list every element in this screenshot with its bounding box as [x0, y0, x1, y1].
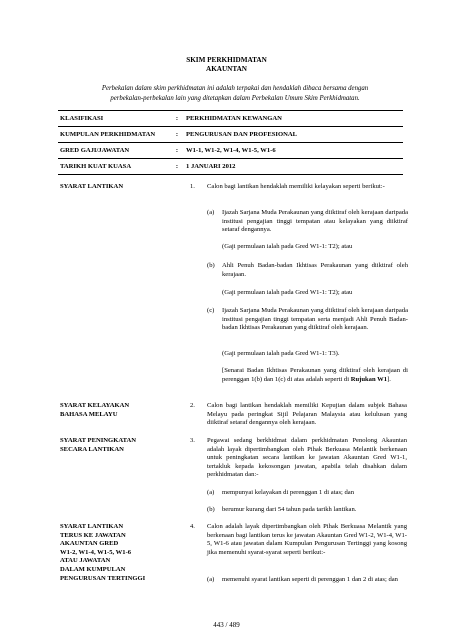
- clause-a-label: (a): [207, 209, 215, 216]
- section-1-intro: Calon bagi lantikan hendaklah memiliki kelayakan seperti berikut:-: [207, 183, 385, 190]
- table-row: [58, 111, 403, 127]
- info-value: W1-1, W1-2, W1-4, W1-5, W1-6: [184, 143, 403, 159]
- section-4-heading-line-2: TERUS KE JAWATAN: [60, 531, 126, 539]
- clause-3a-text: mempunyai kelayakan di perenggan 1 di atas; dan: [222, 489, 355, 496]
- section-3-number: 3.: [190, 437, 195, 444]
- info-value: 1 JANUARI 2012: [184, 159, 403, 175]
- section-4-heading-line-3: AKAUNTAN GRED: [60, 540, 119, 548]
- note-end: ].: [387, 375, 391, 383]
- section-3-heading-line-1: SYARAT PENINGKATAN: [60, 437, 137, 444]
- note-text: [Senarai Badan Ikhtisas Perakaunan yang diiktiraf oleh kerajaan di perenggan 1(b) dan 1(c) di atas adalah seperti di: [222, 367, 408, 383]
- section-2-number: 2.: [190, 402, 195, 409]
- section-3-text: Pegawai sedang berkhidmat dalam perkhidmatan Penolong Akauntan adalah layak dipertimbangkan oleh Pihak Berkuasa Melantik berkenaan untuk peningkatan secara lantikan ke jawatan Akauntan Gred W1-1, tertakluk kepada kekosongan jawatan, apabila telah disahkan dalam perkhidmatan dan:-: [207, 437, 407, 479]
- section-4-heading-line-4: W1-2, W1-4, W1-5, W1-6: [60, 548, 132, 556]
- info-label: KUMPULAN PERKHIDMATAN: [58, 127, 170, 143]
- section-4-number: 4.: [190, 523, 195, 530]
- clause-c-label: (c): [207, 307, 215, 314]
- section-4-heading-line-5: ATAU JAWATAN: [60, 557, 111, 565]
- info-label: TARIKH KUAT KUASA: [58, 159, 170, 175]
- clause-3b-label: (b): [207, 506, 215, 513]
- info-separator: :: [170, 143, 184, 159]
- info-separator: :: [170, 127, 184, 143]
- section-1-note: [222, 367, 408, 384]
- section-4-heading-line-7: PENGURUSAN TERTINGGI: [60, 574, 146, 582]
- info-separator: :: [170, 159, 184, 175]
- note-reference: Rujukan W1: [350, 375, 388, 383]
- info-label: GRED GAJI/JAWATAN: [58, 143, 170, 159]
- section-2-heading-line-1: SYARAT KELAYAKAN: [60, 402, 130, 409]
- section-3-heading-line-2: SECARA LANTIKAN: [60, 446, 124, 453]
- document-title: SKIM PERKHIDMATAN: [186, 56, 267, 64]
- section-4-text: Calon adalah layak dipertimbangkan oleh Pihak Berkuasa Melantik yang berkenaan bagi lantikan terus ke jawatan Akauntan Gred W1-2, W1-4, W1-5, W1-6 atau jawatan dalam Kumpulan Pengurusan Tertinggi yang kosong jika memenuhi syarat-syarat seperti berikut:-: [207, 523, 407, 556]
- section-2-text: Calon bagi lantikan hendaklah memiliki Kepujian dalam subjek Bahasa Melayu pada peringkat Sijil Pelajaran Malaysia atau kelulusan yang diiktiraf setaraf dengannya oleh kerajaan.: [207, 402, 407, 427]
- section-4-heading-line-1: SYARAT LANTIKAN: [60, 523, 124, 530]
- clause-c-text: Ijazah Sarjana Muda Perakaunan yang diiktiraf oleh kerajaan daripada institusi pengajian tinggi tempatan serta menjadi Ahli Penuh Badan-badan Ikhtisas Perakaunan yang diiktiraf oleh kerajaan.: [222, 307, 408, 332]
- clause-4a-text: memenuhi syarat lantikan seperti di perenggan 1 dan 2 di atas; dan: [222, 576, 398, 583]
- clause-a-salary: (Gaji permulaan ialah pada Gred W1-1: T2); atau: [222, 243, 353, 250]
- clause-b-salary: (Gaji permulaan ialah pada Gred W1-1: T2); atau: [222, 289, 353, 296]
- clause-a-text: Ijazah Sarjana Muda Perakaunan yang diiktiraf oleh kerajaan daripada institusi pengajian tinggi tempatan atau kelayakan yang diiktiraf setaraf dengannya.: [222, 209, 408, 234]
- section-2-heading-line-2: BAHASA MELAYU: [60, 411, 118, 418]
- info-label: KLASIFIKASI: [58, 111, 170, 127]
- clause-3b-text: berumur kurang dari 54 tahun pada tarikh lantikan.: [222, 506, 357, 513]
- table-row: [58, 159, 403, 175]
- clause-4a-label: (a): [207, 576, 215, 583]
- info-table: [58, 110, 403, 175]
- info-value: PERKHIDMATAN KEWANGAN: [184, 111, 403, 127]
- section-1-number: 1.: [190, 183, 195, 190]
- table-row: [58, 127, 403, 143]
- clause-c-salary: (Gaji permulaan ialah pada Gred W1-1: T3).: [222, 350, 340, 357]
- info-separator: :: [170, 111, 184, 127]
- intro-line-2: perbekalan-perbekalan lain yang ditetapkan dalam Perbekalan Umum Skim Perkhidmatan.: [110, 95, 360, 102]
- table-row: [58, 143, 403, 159]
- page-number: 443 / 489: [213, 621, 240, 629]
- section-1-heading: SYARAT LANTIKAN: [60, 183, 124, 190]
- clause-b-text: Ahli Penuh Badan-badan Ikhtisas Perakaunan yang diiktiraf oleh kerajaan.: [222, 262, 408, 278]
- document-subtitle: AKAUNTAN: [206, 65, 247, 73]
- clause-3a-label: (a): [207, 489, 215, 496]
- info-value: PENGURUSAN DAN PROFESIONAL: [184, 127, 403, 143]
- intro-line-1: Perbekalan dalam skim perkhidmatan ini adalah terpakai dan hendaklah dibaca bersama dengan: [101, 85, 369, 92]
- clause-b-label: (b): [207, 262, 215, 269]
- section-4-heading-line-6: DALAM KUMPULAN: [60, 566, 126, 573]
